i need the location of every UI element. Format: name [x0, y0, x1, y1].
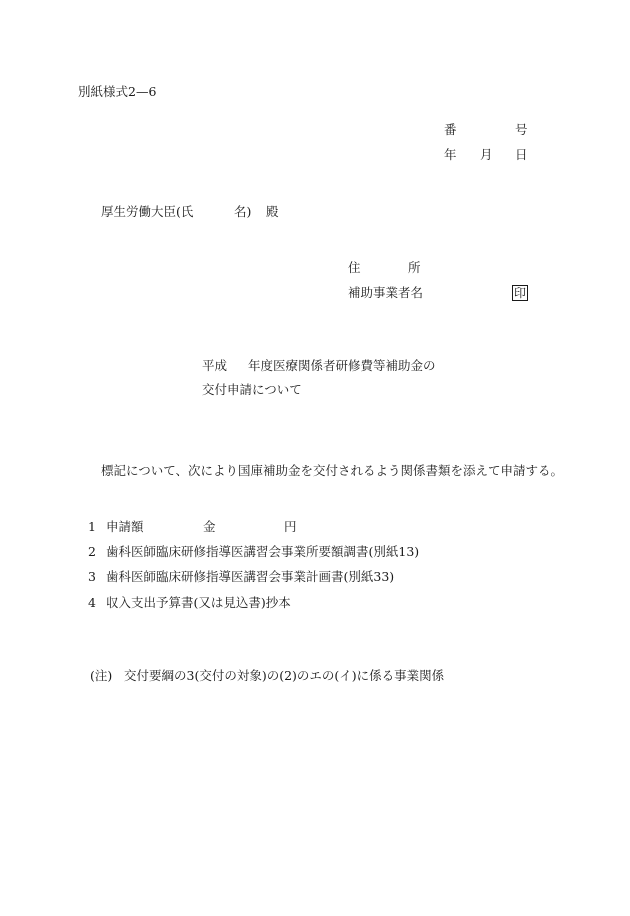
item-4-number: 4 — [88, 595, 96, 610]
applicant-name-label: 補助事業者名 — [348, 285, 424, 300]
item-1-number: 1 — [88, 519, 96, 534]
item-4-label: 収入支出予算書(又は見込書)抄本 — [106, 595, 291, 610]
item-1-amount-prefix: 金 — [203, 519, 216, 534]
address-label-2: 所 — [408, 260, 421, 275]
addressee-name-suffix: 名) — [234, 204, 252, 219]
date-day: 日 — [515, 147, 528, 162]
item-3-number: 3 — [88, 569, 96, 584]
body-text: 標記について、次により国庫補助金を交付されるよう関係書類を添えて申請する。 — [101, 463, 564, 478]
item-1-label: 申請額 — [106, 519, 144, 534]
item-2-label: 歯科医師臨床研修指導医講習会事業所要額調書(別紙13) — [106, 544, 420, 559]
subject-line1: 年度医療関係者研修費等補助金の — [248, 358, 436, 373]
address-label-1: 住 — [348, 260, 361, 275]
seal-mark — [512, 285, 528, 301]
item-3-label: 歯科医師臨床研修指導医講習会事業計画書(別紙33) — [106, 569, 395, 584]
addressee-honorific: 殿 — [266, 204, 279, 219]
number-suffix: 号 — [515, 122, 528, 137]
subject-era: 平成 — [202, 358, 228, 373]
subject-line2: 交付申請について — [202, 382, 302, 397]
date-month: 月 — [480, 147, 493, 162]
seal-text: 印 — [514, 286, 527, 300]
note-text: 交付要綱の3(交付の対象)の(2)のエの(イ)に係る事業関係 — [124, 668, 445, 683]
item-2-number: 2 — [88, 544, 96, 559]
form-id: 別紙様式2—6 — [78, 84, 157, 99]
note-label: (注) — [90, 668, 113, 683]
addressee-title: 厚生労働大臣(氏 — [101, 204, 194, 219]
number-label: 番 — [444, 122, 457, 137]
date-year: 年 — [444, 147, 457, 162]
item-1-amount-unit: 円 — [284, 519, 297, 534]
